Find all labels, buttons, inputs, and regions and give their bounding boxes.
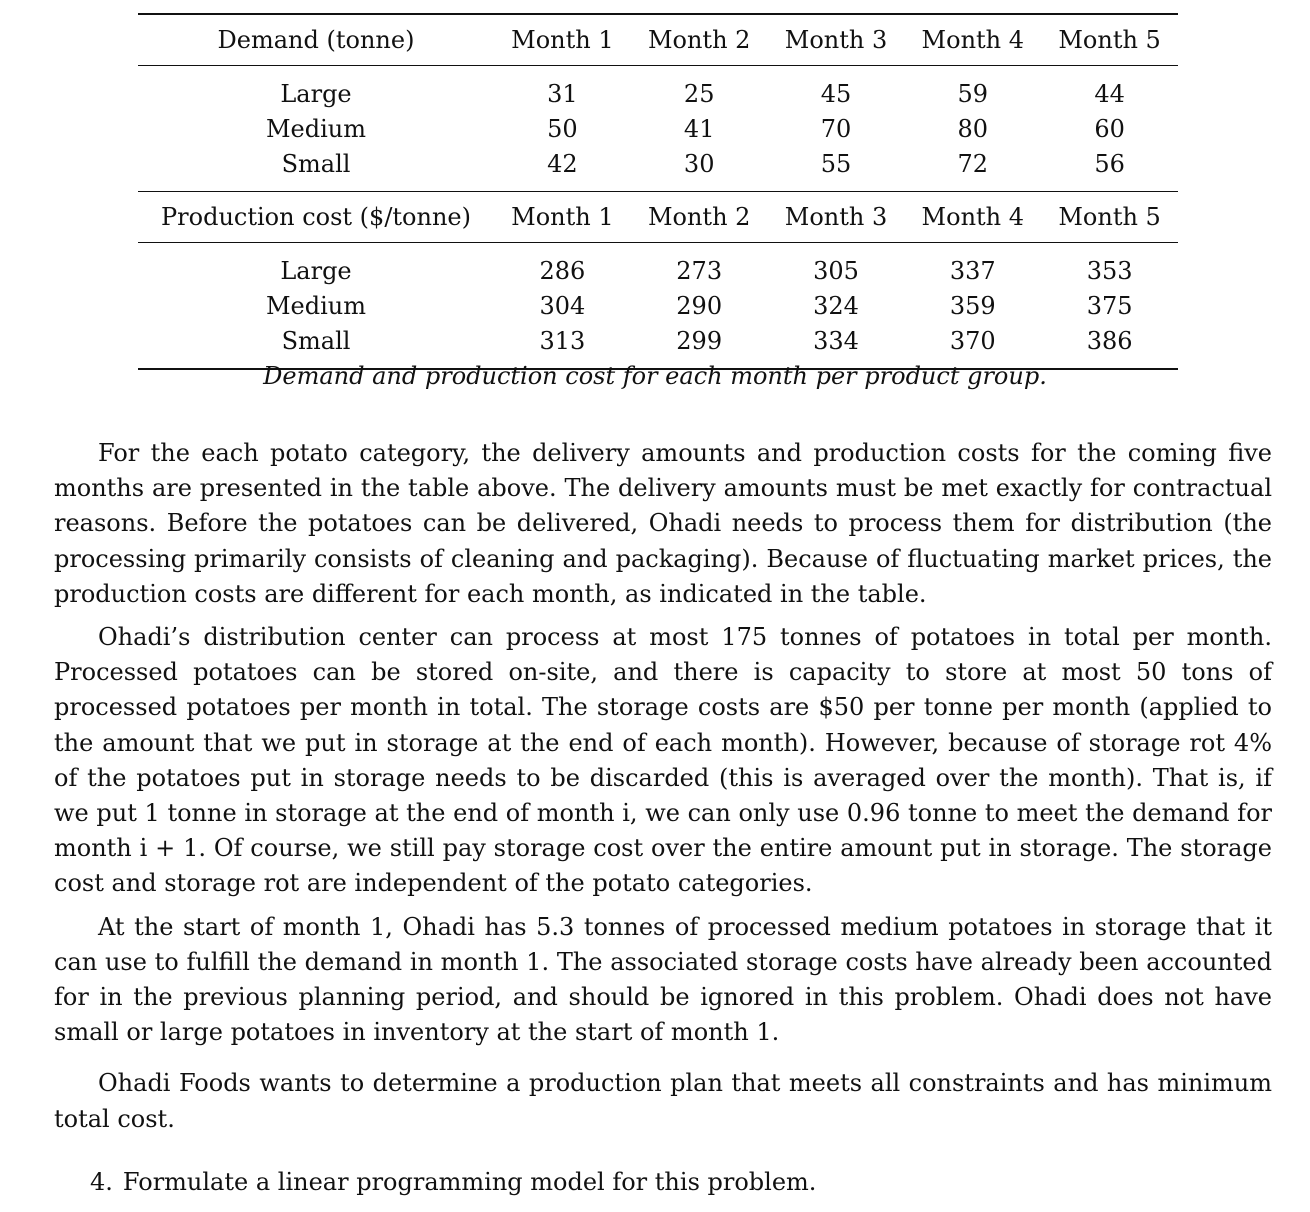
table-row bbox=[138, 146, 1178, 192]
header-cell: Demand (tonne) bbox=[138, 14, 494, 66]
table-cell: 41 bbox=[683, 114, 715, 143]
table-cell: 44 bbox=[1041, 66, 1178, 112]
header-cell: Month 2 bbox=[631, 14, 768, 66]
data-table-container bbox=[138, 13, 1178, 370]
problem-description bbox=[54, 436, 1272, 1145]
row-label: Large bbox=[138, 243, 494, 289]
header-cell: Month 5 bbox=[1041, 192, 1178, 243]
question-number: 4. bbox=[90, 1168, 113, 1196]
row-label: Small bbox=[281, 149, 351, 178]
paragraph-demand-costs: For the each potato category, the delivery amounts and production costs for the coming five months are presented in the table above. The delivery amounts must be met exactly for contractual reasons. Before the potatoes can be delivered, Ohadi needs to process them for distribution (the processing primarily consists of cleaning and packaging). Because of fluctuating market prices, the production costs are different for each month, as indicated in the table. bbox=[54, 439, 1272, 608]
row-label: Small bbox=[138, 323, 494, 369]
table-cell: 334 bbox=[768, 323, 905, 369]
table-cell: 375 bbox=[1086, 291, 1133, 320]
table-cell: 42 bbox=[547, 149, 578, 178]
table-cell: 50 bbox=[547, 114, 578, 143]
table-cell: 25 bbox=[631, 66, 768, 112]
header-cell: Month 5 bbox=[1041, 14, 1178, 66]
table-cell: 313 bbox=[494, 323, 631, 369]
table-cell: 273 bbox=[631, 243, 768, 289]
table-cell: 70 bbox=[820, 114, 852, 143]
table-cell: 59 bbox=[904, 66, 1041, 112]
demand-cost-table bbox=[138, 13, 1178, 370]
table-row bbox=[138, 66, 1178, 112]
header-cell: Month 1 bbox=[494, 14, 631, 66]
table-cell: 386 bbox=[1041, 323, 1178, 369]
table-cell: 299 bbox=[631, 323, 768, 369]
table-cell: 370 bbox=[904, 323, 1041, 369]
header-cell: Month 1 bbox=[494, 192, 631, 243]
table-cell: 45 bbox=[768, 66, 905, 112]
cost-header-row bbox=[138, 192, 1178, 243]
table-cell: 324 bbox=[813, 291, 859, 320]
table-caption: Demand and production cost for each month per product group. bbox=[263, 362, 1047, 390]
row-label: Large bbox=[138, 66, 494, 112]
table-cell: 72 bbox=[957, 149, 989, 178]
paragraph-capacity-storage: Ohadi’s distribution center can process at most 175 tonnes of potatoes in total per month. Processed potatoes can be stored on-site, and there is capacity to store at most 50 tons of processed potatoes per month in total. The storage costs are $50 per tonne per month (applied to the amount that we put in storage at the end of each month). However, because of storage rot 4% of the potatoes put in storage needs to be discarded (this is averaged over the month). That is, if we put 1 tonne in storage at the end of month i, we can only use 0.96 tonne to meet the demand for month i + 1. Of course, we still pay storage cost over the entire amount put in storage. The storage cost and storage rot are independent of the potato categories. bbox=[54, 623, 1272, 898]
table-row bbox=[138, 243, 1178, 289]
header-cell: Production cost ($/tonne) bbox=[138, 192, 494, 243]
row-label: Medium bbox=[265, 114, 367, 143]
table-cell: 60 bbox=[1094, 114, 1125, 143]
table-row bbox=[138, 288, 1178, 323]
question-text: Formulate a linear programming model for this problem. bbox=[122, 1168, 817, 1196]
header-cell: Month 3 bbox=[768, 14, 905, 66]
table-cell: 286 bbox=[494, 243, 631, 289]
header-cell: Month 4 bbox=[904, 14, 1041, 66]
table-cell: 31 bbox=[494, 66, 631, 112]
table-cell: 359 bbox=[949, 291, 996, 320]
header-cell: Month 2 bbox=[631, 192, 768, 243]
table-cell: 56 bbox=[1094, 149, 1125, 178]
row-label: Medium bbox=[265, 291, 367, 320]
table-cell: 305 bbox=[768, 243, 905, 289]
table-cell: 290 bbox=[676, 291, 723, 320]
table-cell: 337 bbox=[904, 243, 1041, 289]
table-cell: 304 bbox=[539, 291, 586, 320]
demand-header-row bbox=[138, 14, 1178, 66]
table-cell: 55 bbox=[820, 149, 852, 178]
question-item bbox=[90, 1168, 816, 1196]
table-row bbox=[138, 111, 1178, 146]
table-cell: 353 bbox=[1041, 243, 1178, 289]
header-cell: Month 3 bbox=[768, 192, 905, 243]
header-cell: Month 4 bbox=[904, 192, 1041, 243]
paragraph-objective: Ohadi Foods wants to determine a production plan that meets all constraints and has minimum total cost. bbox=[54, 1069, 1272, 1133]
paragraph-initial-inventory: At the start of month 1, Ohadi has 5.3 tonnes of processed medium potatoes in storage that it can use to fulfill the demand in month 1. The associated storage costs have already been accounted for in the previous planning period, and should be ignored in this problem. Ohadi does not have small or large potatoes in inventory at the start of month 1. bbox=[54, 912, 1272, 1047]
table-cell: 30 bbox=[683, 149, 715, 178]
table-cell: 80 bbox=[957, 114, 989, 143]
